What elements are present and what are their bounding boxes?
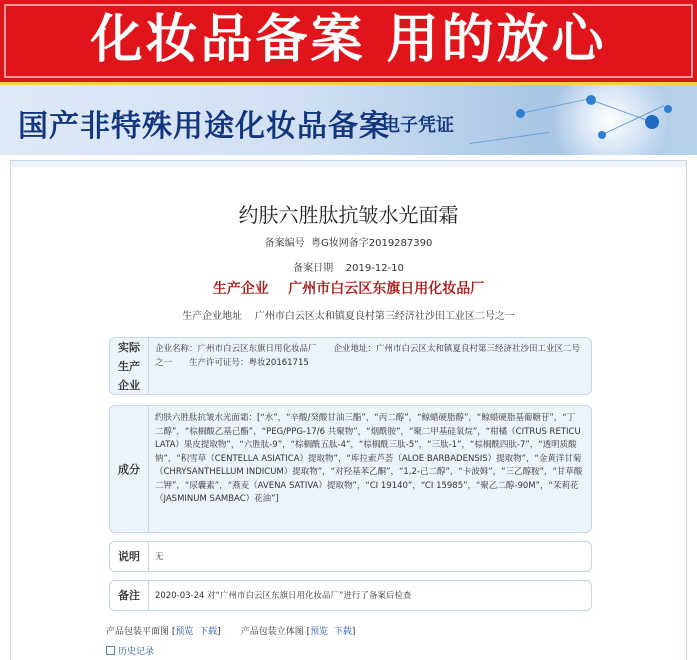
description-card — [109, 541, 592, 572]
address-label: 生产企业地址 — [182, 311, 243, 322]
top-banner — [0, 0, 697, 85]
flat-package-label: 产品包装平面图 — [106, 627, 170, 637]
molecule-dot — [664, 105, 672, 113]
description-text: 无 — [155, 552, 164, 562]
molecule-dot — [516, 109, 525, 118]
solid-package-download-link[interactable]: 下载 — [333, 627, 352, 637]
actual-manufacturer-card — [109, 337, 592, 395]
molecule-dot — [598, 131, 606, 139]
address-value: 广州市白云区太和镇夏良村第三经济社沙田工业区二号之一 — [254, 311, 515, 322]
molecule-dot — [586, 95, 596, 105]
top-banner-title: 化妆品备案 用的放心 — [90, 10, 607, 70]
solid-package-label: 产品包装立体图 — [240, 627, 304, 637]
panel-top-strip — [11, 161, 686, 167]
history-link[interactable] — [106, 644, 154, 657]
molecule-line — [470, 132, 549, 144]
ingredients-card — [109, 405, 592, 533]
address-line — [11, 307, 686, 322]
molecule-dot — [645, 115, 659, 129]
banner-glow — [540, 85, 680, 155]
manufacturer-label: 生产企业 — [212, 281, 269, 297]
record-number-label: 备案编号 — [264, 238, 305, 249]
remark-text: 2020-03-24 对“广州市白云区东旗日用化妆品厂”进行了备案后检查 — [155, 591, 412, 601]
sub-banner — [0, 85, 697, 155]
remark-label: 备注 — [110, 581, 149, 610]
manufacturer-name: 广州市白云区东旗日用化妆品厂 — [288, 281, 485, 297]
manufacturer-line — [11, 278, 686, 298]
record-number-line — [11, 234, 686, 249]
sub-banner-subtitle: 电子凭证 — [382, 115, 454, 136]
package-links: 产品包装平面图 [预览 下载] 产品包装立体图 [预览 下载] — [106, 627, 356, 637]
sub-banner-title: 国产非特殊用途化妆品备案 — [18, 109, 390, 144]
flat-package-preview-link[interactable]: 预览 — [175, 627, 194, 637]
remark-card — [109, 580, 592, 611]
ingredients-label: 成分 — [110, 406, 149, 532]
actual-manufacturer-label: 实际 生产 企业 — [110, 338, 149, 394]
ingredients-text: 约肤六胜肽抗皱水光面霜：[“水”，“辛酸/癸酸甘油三酯”，“丙二醇”，“鲸蜡硬脂醇”，“鲸蜡硬脂基葡糖苷”，“丁二醇”，“棕榈酸乙基己酯”，“PEG/PPG-17/6 共聚物”，“烟酰胺”，“聚二甲基硅氧烷”，“柑橘（CITRUS RETICULATA）果皮提取物”，“六胜肽-9”，“棕榈酰五肽-4”，“棕榈酰三肽-5”，“三肽-1”，“棕榈酰四肽-7”，“透明质酸钠”，“积雪草（CENTELLA ASIATICA）提取物”，“库拉索芦荟（ALOE BARBADENSIS）提取物”，“金黄洋甘菊（CHRYSANTHELLUM INDICUM）提取物”，“对羟基苯乙酮”，“1,2-己二醇”，“卡波姆”，“三乙醇胺”，“甘草酸二钾”，“尿囊素”，“燕麦（AVENA SATIVA）提取物”，“CI 19140”，“CI 15985”，“聚乙二醇-90M”，“茉莉花（JASMINUM SAMBAC）花油”] — [155, 413, 583, 504]
record-number-value: 粤G妆网备字2019287390 — [310, 238, 433, 249]
actual-manufacturer-text: 企业名称：广州市白云区东旗日用化妆品厂 企业地址：广州市白云区太和镇夏良村第三经济社沙田工业区二号之一 生产许可证号：粤妆20161715 — [155, 344, 581, 368]
record-date-value: 2019-12-10 — [345, 263, 404, 274]
document-icon — [106, 646, 115, 655]
product-name: 约肤六胜肽抗皱水光面霜 — [238, 203, 459, 227]
history-label[interactable]: 历史记录 — [118, 647, 155, 657]
solid-package-preview-link[interactable]: 预览 — [310, 627, 329, 637]
certificate-panel — [10, 160, 687, 660]
description-label: 说明 — [110, 542, 149, 571]
record-date-line — [11, 259, 686, 274]
flat-package-download-link[interactable]: 下载 — [199, 627, 218, 637]
record-date-label: 备案日期 — [293, 263, 334, 274]
